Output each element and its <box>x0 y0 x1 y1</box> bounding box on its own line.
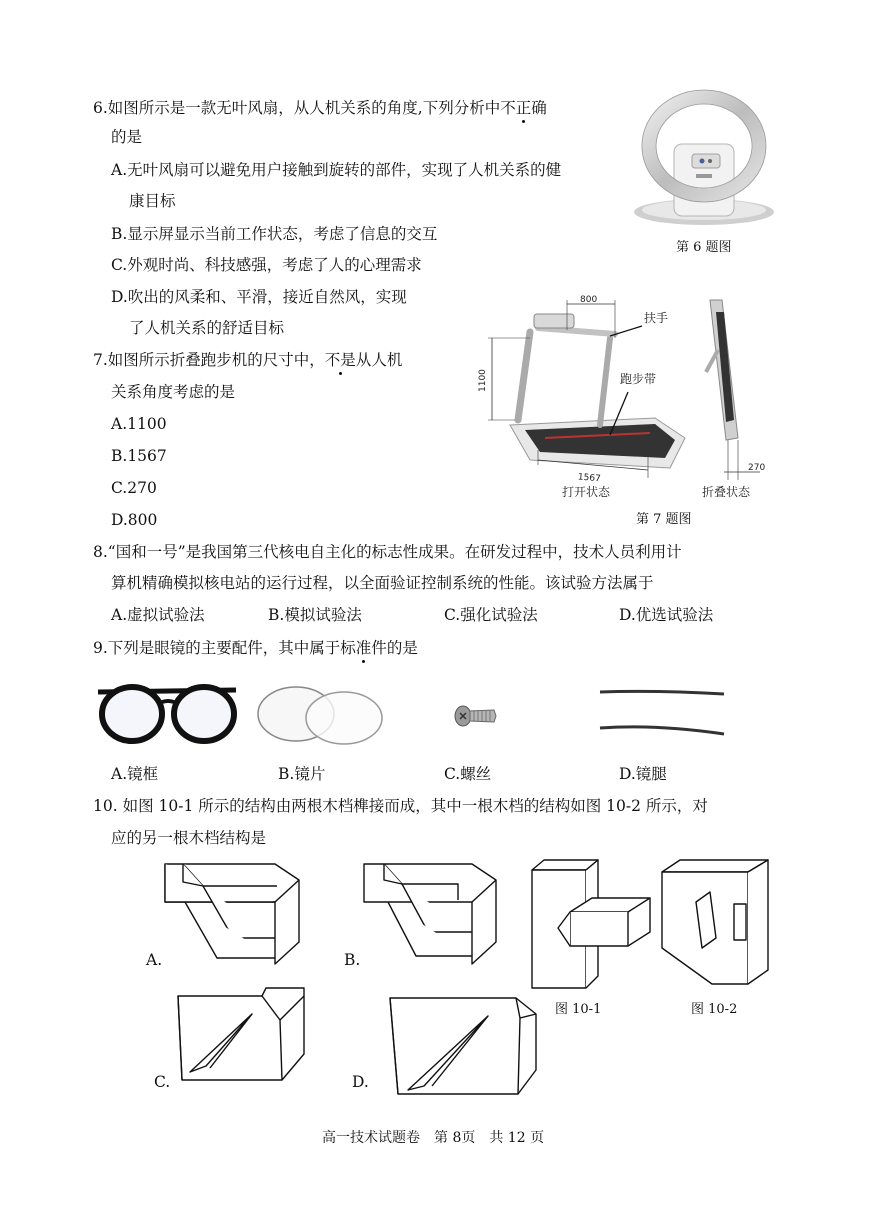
open-state-label: 打开状态 <box>562 485 611 499</box>
treadmill-figure <box>470 290 770 505</box>
temple-arms-image <box>596 684 732 746</box>
q7-option-a: A.1100 <box>111 415 167 433</box>
q10-option-c: C. <box>154 1073 171 1091</box>
dim-800-label: 800 <box>580 295 598 305</box>
option-c-block <box>176 986 308 1082</box>
q6-option-a: A.无叶风扇可以避免用户接触到旋转的部件，实现了人机关系的健 <box>111 161 562 179</box>
dim-1567-label: 1567 <box>577 472 602 485</box>
q10-stem-line2: 应的另一根木档结构是 <box>111 829 267 847</box>
q8-option-b: B.模拟试验法 <box>268 606 362 624</box>
q9-option-d: D.镜腿 <box>619 765 667 783</box>
q8-stem-line2: 算机精确模拟核电站的运行过程，以全面验证控制系统的性能。该试验方法属于 <box>111 574 654 592</box>
folded-state-label: 折叠状态 <box>702 485 751 499</box>
q6-stem-line1: 6.如图所示是一款无叶风扇，从人机关系的角度,下列分析中不正确 <box>93 99 547 117</box>
option-d-block <box>388 994 540 1098</box>
q6-option-a-cont: 康目标 <box>129 192 176 210</box>
q6-option-c: C.外观时尚、科技感强，考虑了人的心理需求 <box>111 256 422 274</box>
q8-option-a: A.虚拟试验法 <box>111 606 205 624</box>
q9-option-a: A.镜框 <box>111 765 159 783</box>
q6-option-b: B.显示屏显示当前工作状态，考虑了信息的交互 <box>111 225 438 243</box>
q6-option-d-cont: 了人机关系的舒适目标 <box>129 319 285 337</box>
q9-option-c: C.螺丝 <box>444 765 492 783</box>
q10-option-d: D. <box>352 1073 369 1091</box>
handrail-label: 扶手 <box>644 311 669 325</box>
q8-option-c: C.强化试验法 <box>444 606 538 624</box>
dim-270-label: 270 <box>748 463 766 473</box>
glasses-frame-image <box>96 678 240 748</box>
lens-image <box>256 684 386 746</box>
q7-option-b: B.1567 <box>111 447 167 465</box>
figure-10-1 <box>530 858 660 992</box>
q8-stem-line1: 8.“国和一号”是我国第三代核电自主化的标志性成果。在研发过程中，技术人员利用计 <box>93 543 682 561</box>
q8-option-d: D.优选试验法 <box>619 606 714 624</box>
q6-stem-line2: 的是 <box>111 128 143 146</box>
q9-option-b: B.镜片 <box>278 765 326 783</box>
q9-emphasis: 标准件 <box>340 639 387 657</box>
q7-stem-line2: 关系角度考虑的是 <box>111 383 236 401</box>
q10-stem-line1: 10. 如图 10-1 所示的结构由两根木档榫接而成，其中一根木档的结构如图 10-2 所示，对 <box>93 797 708 815</box>
q7-emphasis: 不是 <box>324 351 356 369</box>
bladeless-fan-figure <box>630 86 778 230</box>
figure-10-1-caption: 图 10-1 <box>555 1002 602 1017</box>
belt-label: 跑步带 <box>620 372 657 386</box>
q10-option-b: B. <box>344 951 361 969</box>
q7-stem-line1: 7.如图所示折叠跑步机的尺寸中，不是从人机 <box>93 351 403 369</box>
option-a-block <box>163 862 303 966</box>
screw-image <box>454 700 498 730</box>
dim-1100-label: 1100 <box>478 369 488 392</box>
q6-emphasis: 不正确 <box>500 99 547 117</box>
q9-stem: 9.下列是眼镜的主要配件，其中属于标准件的是 <box>93 639 418 657</box>
q7-option-c: C.270 <box>111 479 157 497</box>
page-footer: 高一技术试题卷 第 8页 共 12 页 <box>322 1130 545 1146</box>
q10-option-a: A. <box>146 951 163 969</box>
q6-figure-caption: 第 6 题图 <box>676 240 732 255</box>
q6-option-d: D.吹出的风柔和、平滑，接近自然风，实现 <box>111 288 407 306</box>
figure-10-2 <box>660 858 772 988</box>
q7-option-d: D.800 <box>111 511 158 529</box>
figure-10-2-caption: 图 10-2 <box>691 1002 738 1017</box>
option-b-block <box>362 862 498 966</box>
q7-figure-caption: 第 7 题图 <box>636 512 692 527</box>
